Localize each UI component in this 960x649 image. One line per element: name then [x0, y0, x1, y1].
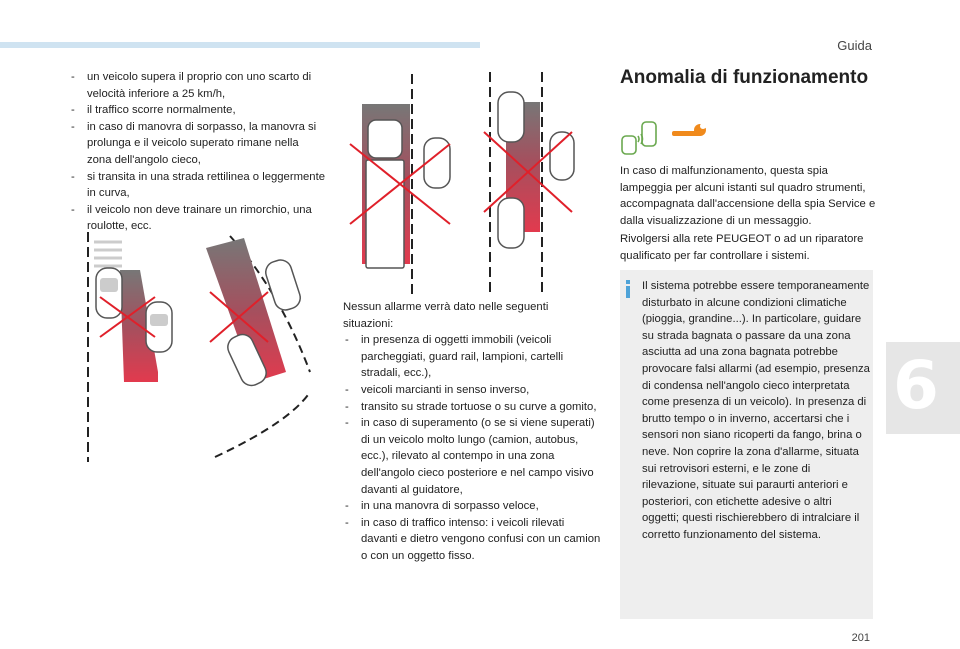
middle-text [343, 299, 601, 565]
list-item: - in una manovra di sorpasso veloce, [343, 498, 601, 515]
middle-intro: Nessun allarme verrà dato nelle seguenti situazioni: [343, 301, 549, 330]
header-bar [0, 42, 480, 48]
info-box [620, 270, 873, 619]
info-icon [620, 280, 636, 298]
section-title: Guida [837, 38, 872, 53]
illustration-curve [200, 232, 320, 462]
list-item: - in presenza di oggetti immobili (veicoli parcheggiati, guard rail, lampioni, cartelli stradali, ecc.), [343, 332, 601, 382]
wrench-icon [672, 123, 706, 136]
list-item: - in caso di superamento (o se si viene superati) di un veicolo molto lungo (camion, autobus, ecc.), rilevato al contempo in una zona dell'angolo cieco posteriore e nel campo visivo davanti al guidatore, [343, 415, 601, 498]
info-text: Il sistema potrebbe essere temporaneamente disturbato in alcune condizioni climatiche (pioggia, grandine...). In particolare, guidare su strada bagnata o passare da una zona asciutta ad una zona bagnata potrebbe provocare falsi allarmi (ad esempio, presenza di condensa nell'angolo cieco interpretata come presenza di un veicolo). In presenza di brutto tempo o in inverno, accertarsi che i sensori non siano ricoperti da fango, brina o neve. Non coprire la zona d'allarme, situata sui retrovisori esterni, e le zone di rilevazione, situate sui paraurti anteriori e posteriori, con etichette adesive o altri oggetti; questi rischierebbero di intralciare il corretto funzionamento del sistema. [642, 280, 870, 541]
list-item: - veicoli marcianti in senso inverso, [343, 382, 601, 399]
chapter-tab [886, 342, 960, 434]
paragraph: In caso di malfunzionamento, questa spia lampeggia per alcuni istanti sul quadro strumenti, accompagnata dall'accensione della spia Service e dalla visualizzazione di un messaggio. [620, 165, 876, 227]
chapter-number: 6 [893, 347, 939, 424]
list-item: - in caso di traffico intenso: i veicoli rilevati davanti e dietro vengono confusi con un camion o con un oggetto fisso. [343, 515, 601, 565]
list-item: - il traffico scorre normalmente, [69, 102, 325, 119]
list-item: - il veicolo non deve trainare un rimorchio, una roulotte, ecc. [69, 202, 325, 235]
page-number: 201 [851, 632, 870, 644]
list-item: - in caso di manovra di sorpasso, la manovra si prolunga e il veicolo superato rimane nella zona dell'angolo cieco, [69, 119, 325, 169]
illustration-truck [340, 74, 460, 294]
paragraph: Rivolgersi alla rete PEUGEOT o ad un riparatore qualificato per far controllare i sistemi. [620, 233, 864, 262]
section-heading: Anomalia di funzionamento [620, 67, 869, 88]
warning-lights [620, 120, 710, 161]
list-item: - transito su strade tortuose o su curve a gomito, [343, 399, 601, 416]
right-column [620, 66, 876, 262]
list-item: - si transita in una strada rettilinea o leggermente in curva, [69, 169, 325, 202]
left-list [69, 69, 325, 235]
list-item: - un veicolo supera il proprio con uno scarto di velocità inferiore a 25 km/h, [69, 69, 325, 102]
blind-spot-warning-icon [620, 120, 710, 156]
illustration-heavy-traffic [474, 72, 584, 292]
illustration-straight-overtake [80, 232, 190, 462]
